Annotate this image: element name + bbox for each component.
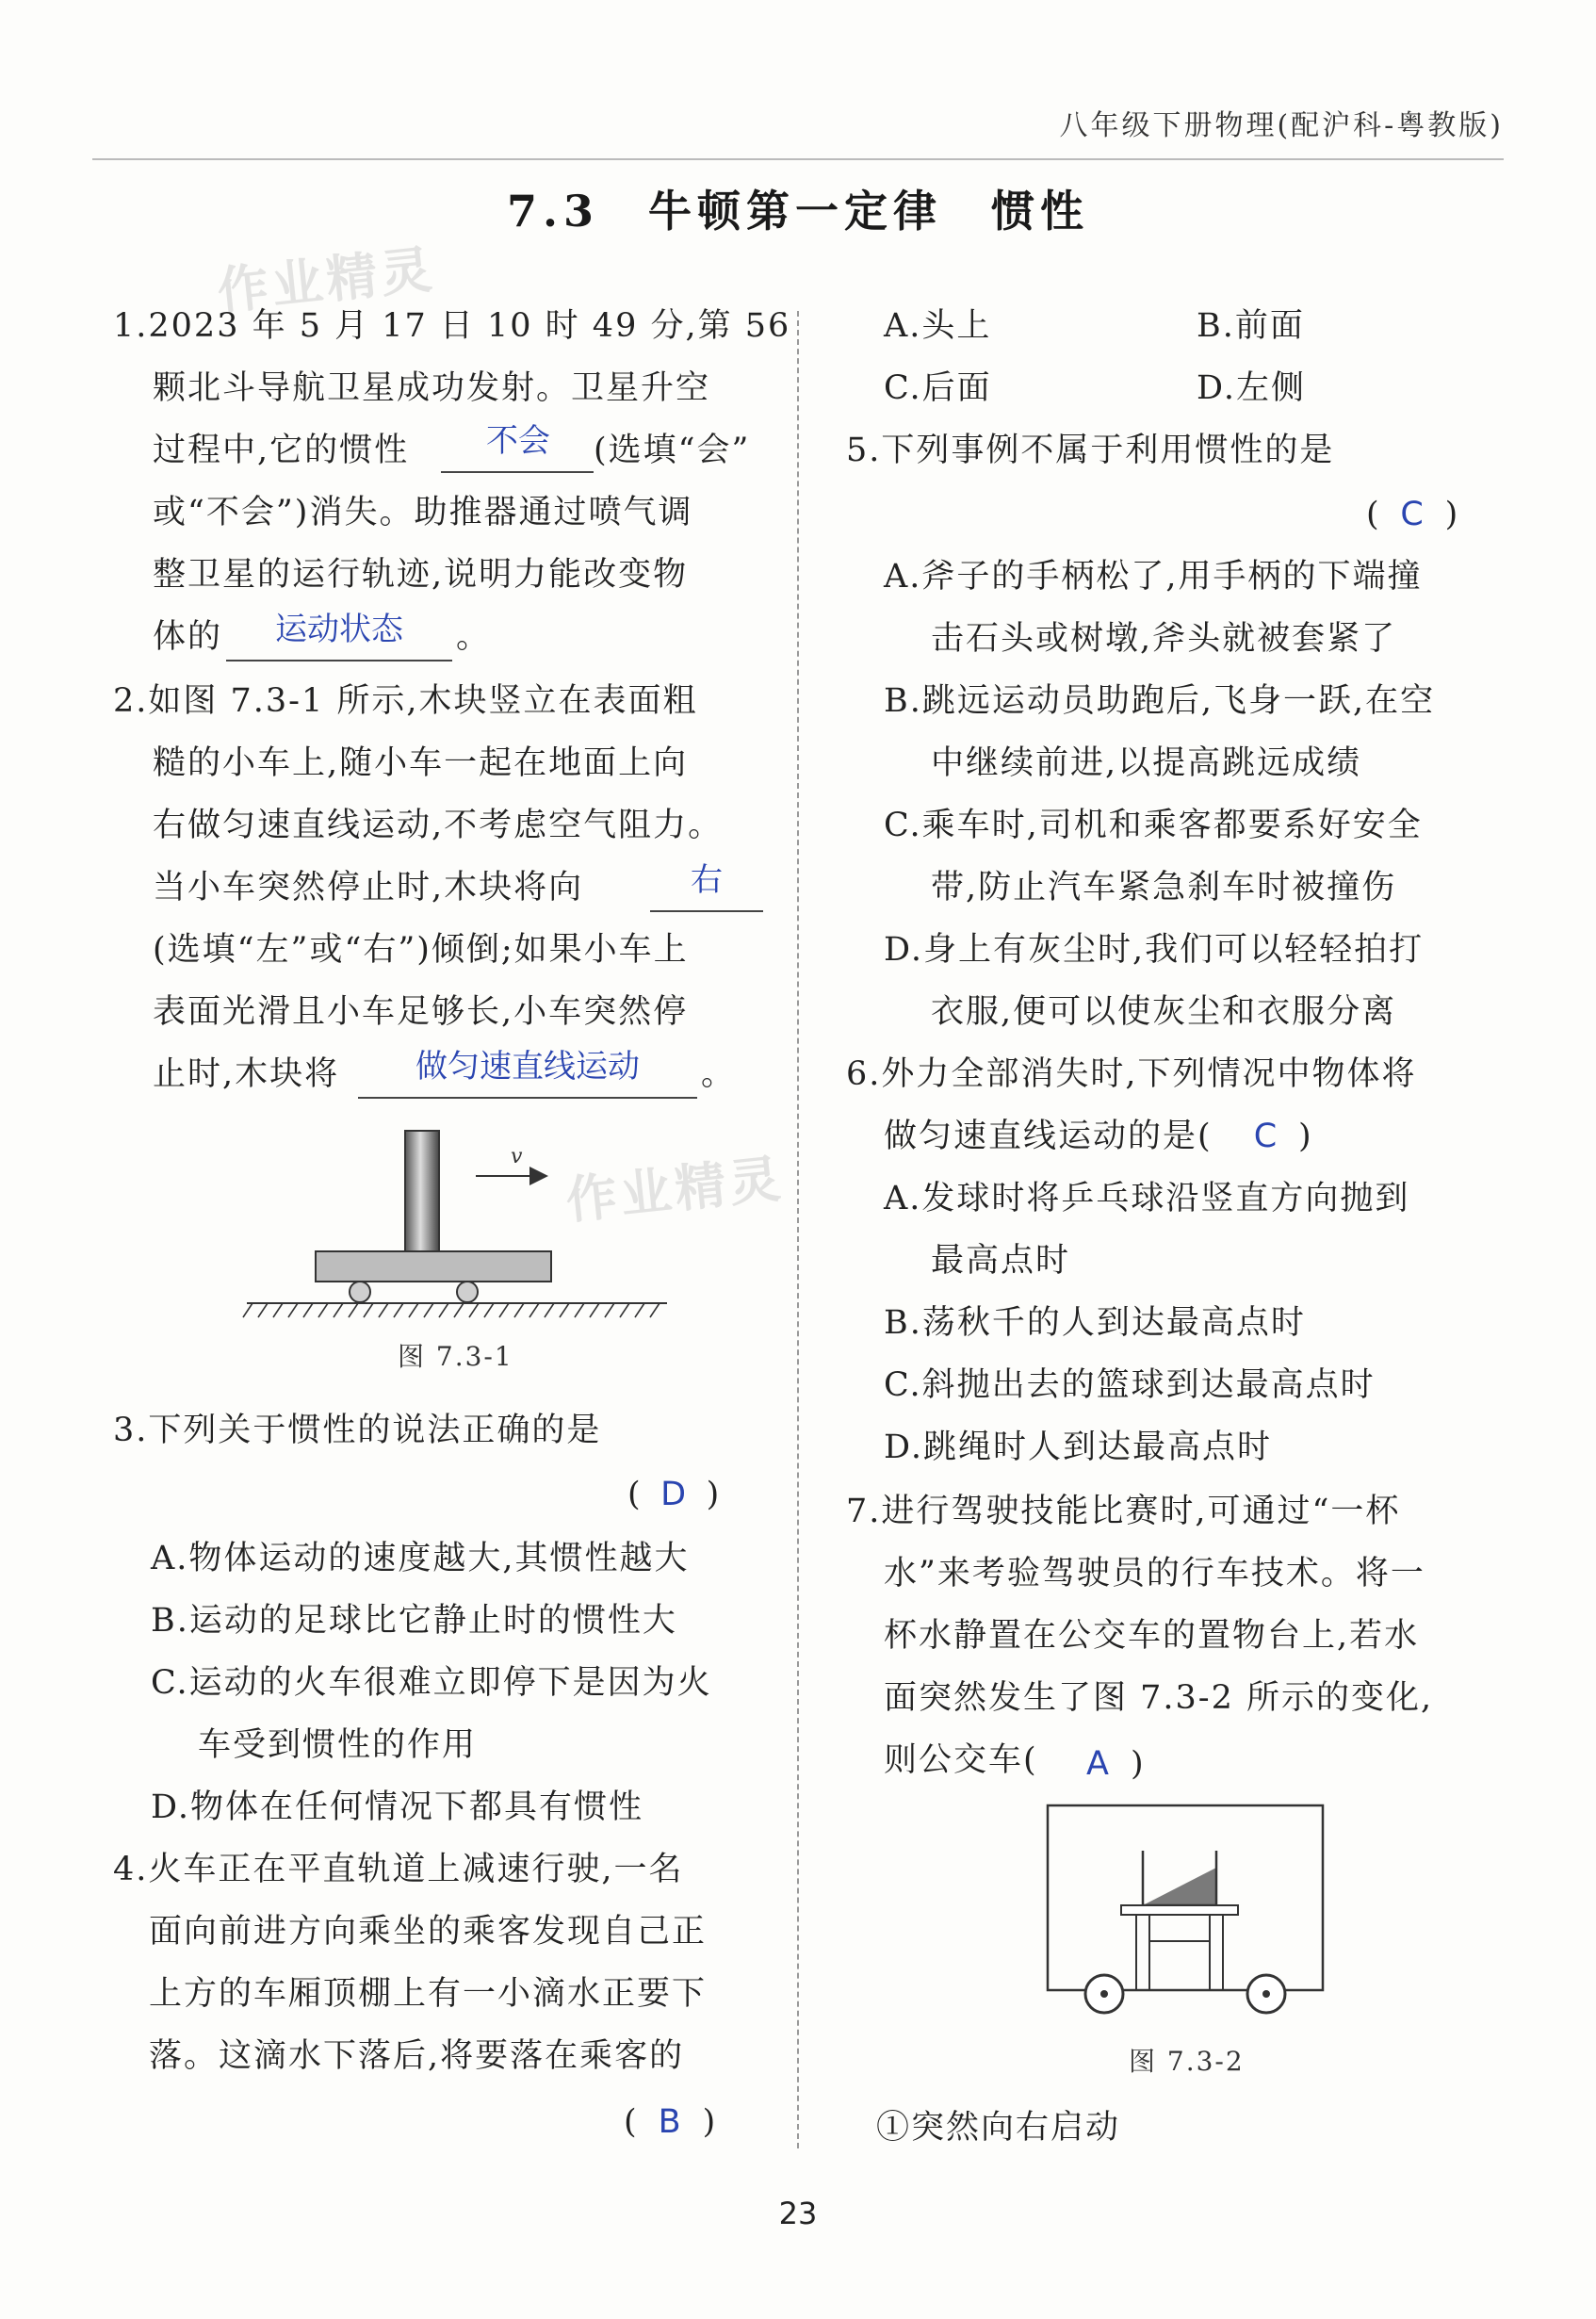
q4-option-c: C.后面 (884, 369, 992, 407)
q2-line: (选填“左”或“右”)倾倒;如果小车上 (153, 931, 689, 969)
q7-line: 杯水静置在公交车的置物台上,若水 (884, 1617, 1420, 1655)
q3-option-b: B.运动的足球比它静止时的惯性大 (151, 1602, 677, 1640)
q3-option-c: C.运动的火车很难立即停下是因为火 (151, 1664, 712, 1702)
wheel-hub (1100, 1990, 1108, 1998)
q1-line: 1.2023 年 5 月 17 日 10 时 49 分,第 56 (113, 307, 791, 345)
q5-option-c-cont: 带,防止汽车紧急刹车时被撞伤 (931, 869, 1397, 906)
answer-underline (358, 1097, 697, 1099)
shelf-top (1121, 1905, 1238, 1915)
page-header: 八年级下册物理(配沪科-粤教版) (1059, 109, 1504, 142)
header-rule (92, 158, 1504, 160)
answer-underline (650, 910, 763, 912)
q1-line: 。 (456, 618, 492, 656)
q4-option-b: B.前面 (1197, 307, 1305, 345)
q7-line: 面突然发生了图 7.3-2 所示的变化, (884, 1679, 1434, 1717)
q1-line: 颗北斗导航卫星成功发射。卫星升空 (153, 369, 711, 407)
q2-answer-blank-1[interactable]: 右 (691, 861, 723, 899)
paren-open: ( (624, 2103, 637, 2141)
q1-line: (选填“会” (594, 432, 751, 469)
paren-close: ) (1298, 1118, 1311, 1155)
q2-line: 止时,木块将 (153, 1055, 340, 1093)
q5-option-c: C.乘车时,司机和乘客都要系好安全 (884, 807, 1423, 844)
q3-answer[interactable]: D (660, 1476, 687, 1513)
q4-line: 上方的车厢顶棚上有一小滴水正要下 (149, 1975, 708, 2013)
cart-body (316, 1251, 551, 1282)
q7-answer-paren[interactable] (1065, 1745, 1144, 1783)
q6-answer[interactable]: C (1253, 1118, 1278, 1155)
q2-line: 右做匀速直线运动,不考虑空气阻力。 (153, 807, 724, 844)
q6-option-c: C.斜抛出去的篮球到达最高点时 (884, 1366, 1376, 1404)
q5-line: 5.下列事例不属于利用惯性的是 (846, 432, 1335, 469)
q6-option-a-cont: 最高点时 (931, 1242, 1071, 1280)
q4-line: 4.火车正在平直轨道上减速行驶,一名 (113, 1851, 684, 1888)
q6-option-b: B.荡秋千的人到达最高点时 (884, 1304, 1306, 1342)
figure-caption: 图 7.3-2 (1129, 2046, 1245, 2077)
q4-answer-paren[interactable] (624, 2103, 715, 2141)
q3-answer-paren[interactable] (627, 1476, 719, 1513)
q1-line: 或“不会”)消失。助推器通过喷气调 (153, 494, 693, 531)
figure-caption: 图 7.3-1 (398, 1341, 513, 1372)
q6-answer-paren[interactable] (1232, 1118, 1311, 1155)
q2-line: 。 (701, 1055, 737, 1093)
q2-line: 糙的小车上,随小车一起在地面上向 (153, 744, 689, 782)
section-title: 7.3 牛顿第一定律 惯性 (506, 186, 1090, 237)
column-divider (797, 311, 799, 2148)
q7-line: 水”来考验驾驶员的行车技术。将一 (884, 1555, 1425, 1592)
q5-option-a: A.斧子的手柄松了,用手柄的下端撞 (884, 558, 1423, 596)
paren-close: ) (706, 1476, 720, 1513)
q2-line: 当小车突然停止时,木块将向 (153, 869, 584, 906)
q3-option-d: D.物体在任何情况下都具有惯性 (151, 1788, 643, 1826)
q1-line: 过程中,它的惯性 (153, 432, 410, 469)
q1-line: 体的 (153, 618, 223, 656)
q5-option-b-cont: 中继续前进,以提高跳远成绩 (931, 744, 1362, 782)
watermark: 作业精灵 (562, 1149, 788, 1231)
cart-wheel (350, 1282, 370, 1302)
q7-option-1: ①突然向右启动 (876, 2109, 1121, 2147)
answer-underline (226, 660, 452, 661)
paren-open: ( (1366, 496, 1379, 533)
q4-line: 面向前进方向乘坐的乘客发现自己正 (149, 1913, 708, 1951)
q2-answer-blank-2[interactable]: 做匀速直线运动 (415, 1048, 640, 1086)
q6-line: 6.外力全部消失时,下列情况中物体将 (846, 1055, 1417, 1093)
watermark: 作业精灵 (214, 239, 439, 321)
figure-7-3-1 (236, 1121, 678, 1329)
q7-line: 7.进行驾驶技能比赛时,可通过“一杯 (846, 1493, 1401, 1530)
velocity-label: v (511, 1145, 523, 1168)
q2-line: 2.如图 7.3-1 所示,木块竖立在表面粗 (113, 682, 698, 720)
paren-close: ) (1444, 496, 1458, 533)
q3-option-c-cont: 车受到惯性的作用 (198, 1726, 478, 1764)
answer-underline (441, 471, 594, 473)
q4-answer[interactable]: B (658, 2103, 681, 2141)
wooden-block (405, 1131, 439, 1251)
figure-7-3-2 (1044, 1802, 1327, 2028)
q4-line: 落。这滴水下落后,将要落在乘客的 (149, 2037, 685, 2075)
q1-answer-blank-1[interactable]: 不会 (486, 422, 550, 460)
wheel-hub (1262, 1990, 1270, 1998)
q3-option-a: A.物体运动的速度越大,其惯性越大 (151, 1540, 690, 1577)
paren-close: ) (1131, 1745, 1144, 1783)
q4-option-a: A.头上 (884, 307, 992, 345)
q6-line: 做匀速直线运动的是( (884, 1118, 1213, 1155)
paren-close: ) (702, 2103, 716, 2141)
q2-line: 表面光滑且小车足够长,小车突然停 (153, 993, 689, 1031)
q6-option-a: A.发球时将乒乓球沿竖直方向抛到 (884, 1180, 1410, 1217)
q1-answer-blank-2[interactable]: 运动状态 (275, 611, 403, 648)
ground-hatch (243, 1303, 660, 1317)
q7-line: 则公交车( (884, 1741, 1038, 1779)
page-number: 23 (778, 2196, 818, 2231)
q7-answer[interactable]: A (1086, 1745, 1109, 1783)
q4-option-d: D.左侧 (1197, 369, 1306, 407)
q3-line: 3.下列关于惯性的说法正确的是 (113, 1412, 602, 1449)
q5-option-d: D.身上有灰尘时,我们可以轻轻拍打 (884, 931, 1425, 969)
q5-answer[interactable]: C (1400, 496, 1424, 533)
cart-wheel (457, 1282, 478, 1302)
q5-option-d-cont: 衣服,便可以使灰尘和衣服分离 (931, 993, 1397, 1031)
q6-option-d: D.跳绳时人到达最高点时 (884, 1429, 1272, 1466)
tilted-water (1143, 1868, 1216, 1905)
paren-open: ( (627, 1476, 641, 1513)
q1-line: 整卫星的运行轨迹,说明力能改变物 (153, 556, 689, 594)
q5-option-b: B.跳远运动员助跑后,飞身一跃,在空 (884, 682, 1436, 720)
q5-option-a-cont: 击石头或树墩,斧头就被套紧了 (931, 620, 1397, 658)
q5-answer-paren[interactable] (1366, 496, 1458, 533)
